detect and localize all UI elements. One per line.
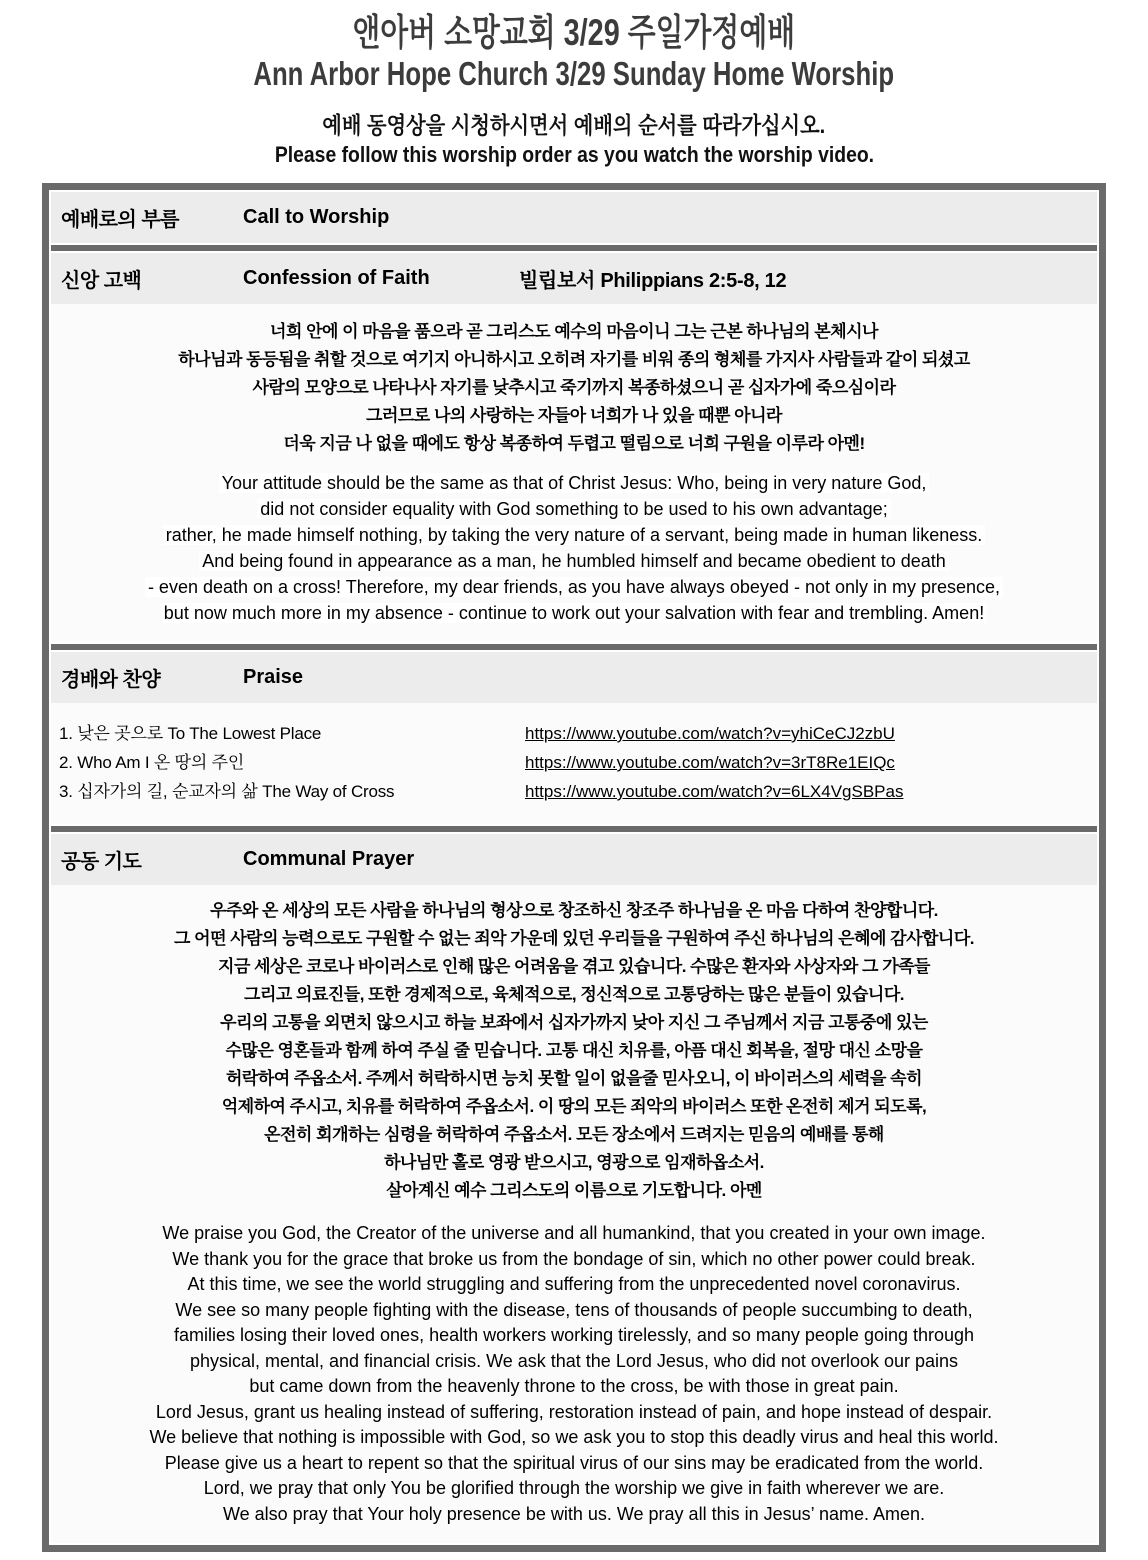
confession-english-text: [51, 462, 1097, 642]
confession-english-line-text: - even death on a cross! Therefore, my dear friends, as you have always obeyed - not only in my presence,: [145, 577, 1003, 597]
prayer-korean-line: 지금 세상은 코로나 바이러스로 인해 많은 어려움을 겪고 있습니다. 수많은 환자와 사상자와 그 가족들: [218, 957, 930, 976]
confession-english-line: [57, 600, 1091, 626]
song-youtube-link[interactable]: https://www.youtube.com/watch?v=yhiCeCJ2zbU: [525, 724, 895, 743]
prayer-english-line: Lord, we pray that only You be glorified through the worship we give in faith wherever we are.: [203, 1478, 945, 1498]
song-youtube-link[interactable]: https://www.youtube.com/watch?v=3rT8Re1EIQc: [525, 753, 895, 772]
praise-label-korean: 경배와 찬양: [61, 669, 161, 691]
song-row: [59, 748, 1089, 777]
page-title-korean-text: 앤아버 소망교회 3/29 주일가정예배: [352, 12, 796, 53]
song-row: [59, 719, 1089, 748]
section-praise: [51, 652, 1097, 824]
confession-korean-line: 더욱 지금 나 없을 때에도 항상 복종하여 두렵고 떨림으로 너희 구원을 이루라 아멘!: [283, 434, 865, 453]
confession-korean-text: [51, 304, 1097, 462]
confession-korean-line: 사람의 모양으로 나타나사 자기를 낮추시고 죽기까지 복종하셨으니 곧 십자가에 죽으심이라: [252, 378, 896, 397]
communal-prayer-body: [51, 885, 1097, 1543]
song-row: [59, 777, 1089, 806]
prayer-english-line: We thank you for the grace that broke us from the bondage of sin, which no other power could break.: [172, 1248, 976, 1269]
prayer-english-line: but came down from the heavenly throne to the cross, be with those in great pain.: [249, 1376, 899, 1396]
confession-english-line-text: And being found in appearance as a man, he humbled himself and became obedient to death: [199, 551, 949, 571]
confession-english-line: [57, 548, 1091, 574]
prayer-english-line: Lord Jesus, grant us healing instead of suffering, restoration instead of pain, and hope instead of despair.: [155, 1401, 993, 1422]
prayer-korean-line: 하나님만 홀로 영광 받으시고, 영광으로 임재하옵소서.: [384, 1153, 764, 1172]
call-to-worship-label-english: Call to Worship: [243, 206, 390, 228]
communal-prayer-label-english: Communal Prayer: [243, 848, 415, 870]
confession-english-line: [57, 496, 1091, 522]
praise-label-english: Praise: [243, 666, 304, 688]
prayer-english-line: We also pray that Your holy presence be with us. We pray all this in Jesus’ name. Amen.: [222, 1503, 926, 1524]
confession-label-korean: 신앙 고백: [61, 270, 142, 292]
section-confession-header: [51, 253, 1097, 304]
section-call-to-worship-header: [51, 192, 1097, 243]
prayer-korean-line: 살아계신 예수 그리스도의 이름으로 기도합니다. 아멘: [386, 1181, 762, 1200]
prayer-english-line: At this time, we see the world struggling and suffering from the unprecedented novel coronavirus.: [187, 1274, 961, 1294]
section-praise-header: [51, 652, 1097, 703]
prayer-korean-line: 그 어떤 사람의 능력으로도 구원할 수 없는 죄악 가운데 있던 우리들을 구원하여 주신 하나님의 은혜에 감사합니다.: [174, 929, 974, 948]
page-title-english: [0, 54, 1148, 94]
section-divider: [51, 245, 1097, 251]
worship-order-table: [42, 183, 1106, 1552]
instruction-block: [0, 110, 1148, 169]
page-title-english-text: Ann Arbor Hope Church 3/29 Sunday Home Worship: [253, 55, 895, 92]
instruction-english: [0, 140, 1148, 169]
confession-scripture-reference: 빌립보서 Philippians 2:5-8, 12: [519, 270, 787, 292]
confession-english-line: [57, 470, 1091, 496]
call-to-worship-label-korean: 예배로의 부름: [61, 209, 179, 231]
prayer-korean-line: 우리의 고통을 외면치 않으시고 하늘 보좌에서 십자가까지 낮아 지신 그 주님께서 지금 고통중에 있는: [220, 1013, 928, 1032]
prayer-korean-line: 우주와 온 세상의 모든 사람을 하나님의 형상으로 창조하신 창조주 하나님을 온 마음 다하여 찬양합니다.: [210, 901, 938, 920]
confession-label-english: Confession of Faith: [243, 267, 430, 289]
prayer-korean-line: 수많은 영혼들과 함께 하여 주실 줄 믿습니다. 고통 대신 치유를, 아픔 대신 회복을, 절망 대신 소망을: [225, 1041, 923, 1060]
instruction-korean: [0, 110, 1148, 140]
prayer-korean-text: [51, 885, 1097, 1211]
prayer-korean-line: 그리고 의료진들, 또한 경제적으로, 육체적으로, 정신적으로 고통당하는 많은 분들이 있습니다.: [244, 985, 904, 1004]
section-communal-prayer-header: [51, 834, 1097, 885]
prayer-english-line: families losing their loved ones, health workers working tirelessly, and so many people going through: [173, 1325, 975, 1345]
praise-song-list: [51, 703, 1097, 824]
confession-english-line-text: but now much more in my absence - continue to work out your salvation with fear and trembling. Amen!: [161, 603, 987, 623]
confession-korean-line: 그러므로 나의 사랑하는 자들아 너희가 나 있을 때뿐 아니라: [366, 406, 782, 425]
song-title: 3. 십자가의 길, 순교자의 삶 The Way of Cross: [59, 782, 395, 801]
document-header: [0, 0, 1148, 169]
confession-english-line-text: did not consider equality with God something to be used to his own advantage;: [257, 499, 890, 519]
prayer-english-line: We praise you God, the Creator of the universe and all humankind, that you created in your own image.: [162, 1223, 986, 1243]
prayer-english-line: Please give us a heart to repent so that the spiritual virus of our sins may be eradicated from the world.: [164, 1452, 984, 1473]
song-youtube-link[interactable]: https://www.youtube.com/watch?v=6LX4VgSBPas: [525, 782, 904, 801]
prayer-english-line: We believe that nothing is impossible with God, so we ask you to stop this deadly virus and heal this world.: [149, 1427, 999, 1447]
communal-prayer-label-korean: 공동 기도: [61, 851, 142, 873]
section-divider: [51, 644, 1097, 650]
confession-body: [51, 304, 1097, 642]
confession-english-line-text: rather, he made himself nothing, by taking the very nature of a servant, being made in human likeness.: [163, 525, 985, 545]
instruction-korean-text: 예배 동영상을 시청하시면서 예배의 순서를 따라가십시오.: [322, 112, 826, 138]
section-communal-prayer: [51, 834, 1097, 1543]
confession-korean-line: 하나님과 동등됨을 취할 것으로 여기지 아니하시고 오히려 자기를 비워 종의 형체를 가지사 사람들과 같이 되셨고: [178, 350, 970, 369]
page-title-korean: [0, 12, 1148, 54]
section-confession: [51, 253, 1097, 642]
confession-korean-line: 너희 안에 이 마음을 품으라 곧 그리스도 예수의 마음이니 그는 근본 하나님의 본체시나: [270, 322, 878, 341]
prayer-english-text: [51, 1211, 1097, 1543]
prayer-korean-line: 억제하여 주시고, 치유를 허락하여 주옵소서. 이 땅의 모든 죄악의 바이러스 또한 온전히 제거 되도록,: [221, 1097, 927, 1116]
song-title: 1. 낮은 곳으로 To The Lowest Place: [59, 724, 322, 743]
prayer-korean-line: 허락하여 주옵소서. 주께서 허락하시면 능치 못할 일이 없을줄 믿사오니, 이 바이러스의 세력을 속히: [225, 1069, 922, 1088]
confession-english-line: [57, 522, 1091, 548]
prayer-english-line: physical, mental, and financial crisis. We ask that the Lord Jesus, who did not overlook our pains: [189, 1350, 959, 1371]
prayer-english-line: We see so many people fighting with the disease, tens of thousands of people succumbing to death,: [175, 1299, 973, 1320]
confession-english-line: [57, 574, 1091, 600]
prayer-korean-line: 온전히 회개하는 심령을 허락하여 주옵소서. 모든 장소에서 드려지는 믿음의 예배를 통해: [264, 1125, 884, 1144]
confession-english-line-text: Your attitude should be the same as that of Christ Jesus: Who, being in very nature God,: [219, 473, 930, 493]
song-title: 2. Who Am I 온 땅의 주인: [59, 753, 245, 772]
instruction-english-text: Please follow this worship order as you watch the worship video.: [274, 142, 874, 167]
section-divider: [51, 826, 1097, 832]
